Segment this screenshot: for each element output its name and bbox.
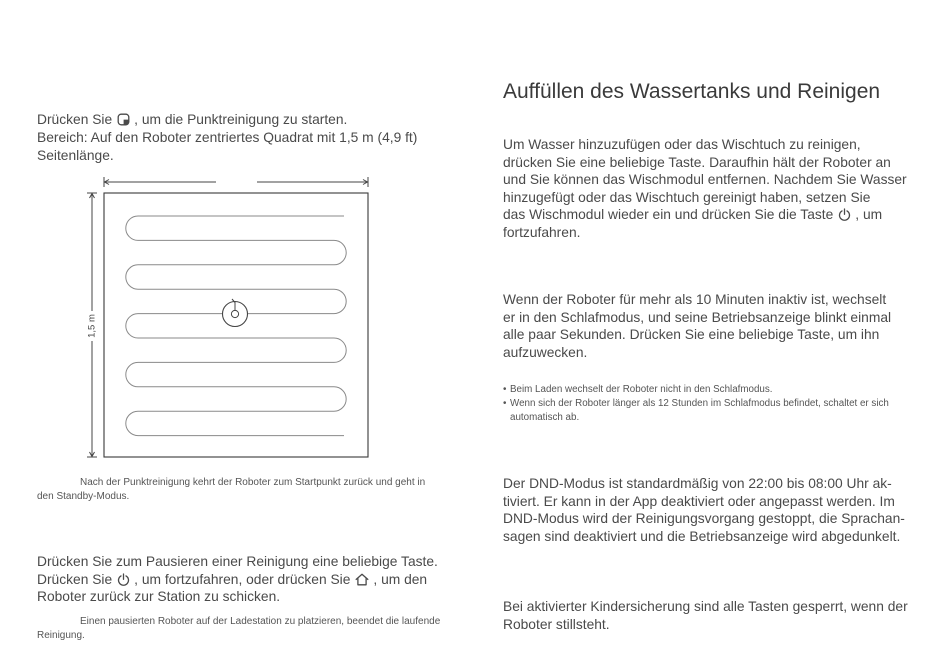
water-line-5-before: das Wischmodul wieder ein und drücken Sie die Taste bbox=[503, 207, 834, 222]
dnd-line-3: DND-Modus wird der Reinigungsvorgang gestoppt, die Sprachan- bbox=[503, 511, 905, 526]
water-line-5-after: , um bbox=[855, 207, 883, 222]
spot-clean-note bbox=[37, 476, 425, 503]
spot-clean-instructions bbox=[37, 111, 417, 165]
bullet-1-text: Beim Laden wechselt der Roboter nicht in den Schlafmodus. bbox=[510, 384, 773, 395]
spot-instruction-before: Drücken Sie bbox=[37, 112, 113, 127]
water-line-4: hinzugefügt oder das Wischtuch gereinigt haben, setzen Sie bbox=[503, 189, 871, 205]
pause-instructions bbox=[37, 553, 438, 606]
pause-note-line-2: Reinigung. bbox=[37, 629, 85, 641]
sleep-mode-paragraph bbox=[503, 291, 891, 361]
power-icon bbox=[838, 208, 851, 221]
spot-clean-icon bbox=[117, 113, 130, 126]
section-heading: Auffüllen des Wassertanks und Reinigen bbox=[503, 80, 881, 103]
dnd-line-2: tiviert. Er kann in der App deaktiviert oder angepasst werden. Im bbox=[503, 493, 895, 509]
sleep-line-1: Wenn der Roboter für mehr als 10 Minuten inaktiv ist, wechselt bbox=[503, 292, 887, 307]
area-description-line-1: Bereich: Auf den Roboter zentriertes Quadrat mit 1,5 m (4,9 ft) bbox=[37, 130, 418, 145]
list-item bbox=[503, 397, 889, 411]
child-lock-line-2: Roboter stillsteht. bbox=[503, 616, 610, 632]
water-line-5 bbox=[503, 206, 907, 224]
dnd-line-4: sagen sind deaktiviert und die Betriebsanzeige wird abgedunkelt. bbox=[503, 528, 901, 544]
sleep-notes-list bbox=[503, 383, 889, 425]
pause-note bbox=[37, 615, 440, 642]
water-tank-paragraph bbox=[503, 136, 907, 241]
water-line-1: Um Wasser hinzuzufügen oder das Wischtuch zu reinigen, bbox=[503, 137, 861, 152]
spot-instruction-line bbox=[37, 111, 417, 129]
pause-line-2-middle: , um fortzufahren, oder drücken Sie bbox=[134, 571, 351, 587]
dnd-mode-paragraph bbox=[503, 475, 905, 545]
dnd-line-1: Der DND-Modus ist standardmäßig von 22:00 bis 08:00 Uhr ak- bbox=[503, 476, 892, 491]
list-item bbox=[503, 383, 889, 397]
spot-note-line-2: den Standby-Modus. bbox=[37, 490, 130, 502]
pause-line-2-before: Drücken Sie bbox=[37, 571, 113, 587]
water-line-2: drücken Sie eine beliebige Taste. Daraufhin hält der Roboter an bbox=[503, 154, 891, 170]
water-line-6: fortzufahren. bbox=[503, 224, 581, 240]
pause-note-line-1: Einen pausierten Roboter auf der Ladestation zu platzieren, beendet die laufende bbox=[80, 616, 441, 627]
bullet-2-text-line-2: automatisch ab. bbox=[510, 412, 580, 423]
power-icon bbox=[117, 573, 130, 586]
spot-note-line-1: Nach der Punktreinigung kehrt der Roboter zum Startpunkt zurück und geht in bbox=[80, 477, 426, 488]
pause-line-3: Roboter zurück zur Station zu schicken. bbox=[37, 589, 281, 604]
pause-line-1: Drücken Sie zum Pausieren einer Reinigung eine beliebige Taste. bbox=[37, 554, 438, 569]
sleep-line-3: alle paar Sekunden. Drücken Sie eine beliebige Taste, um ihn bbox=[503, 327, 880, 342]
robot-icon bbox=[223, 299, 248, 327]
water-line-3: und Sie können das Wischmodul entfernen. Nachdem Sie Wasser bbox=[503, 172, 907, 187]
child-lock-paragraph bbox=[503, 598, 908, 633]
pause-line-2-after: , um den bbox=[373, 571, 428, 587]
sleep-line-2: er in den Schlafmodus, und seine Betriebsanzeige blinkt einmal bbox=[503, 309, 892, 325]
pause-line-2 bbox=[37, 571, 438, 589]
child-lock-line-1: Bei aktivierter Kindersicherung sind alle Tasten gesperrt, wenn der bbox=[503, 599, 908, 614]
home-icon bbox=[355, 573, 369, 586]
sleep-line-4: aufzuwecken. bbox=[503, 344, 588, 360]
area-description-line-2: Seitenlänge. bbox=[37, 148, 114, 163]
bullet-glyph: • bbox=[503, 384, 507, 395]
side-length-label: 1,5 m bbox=[86, 314, 98, 338]
bullet-glyph: • bbox=[503, 398, 507, 409]
spot-cleaning-diagram bbox=[80, 170, 380, 470]
bullet-2-text-line-1: Wenn sich der Roboter länger als 12 Stunden im Schlafmodus befindet, schaltet er sich bbox=[510, 398, 889, 409]
spot-instruction-after: , um die Punktreinigung zu starten. bbox=[134, 112, 348, 127]
